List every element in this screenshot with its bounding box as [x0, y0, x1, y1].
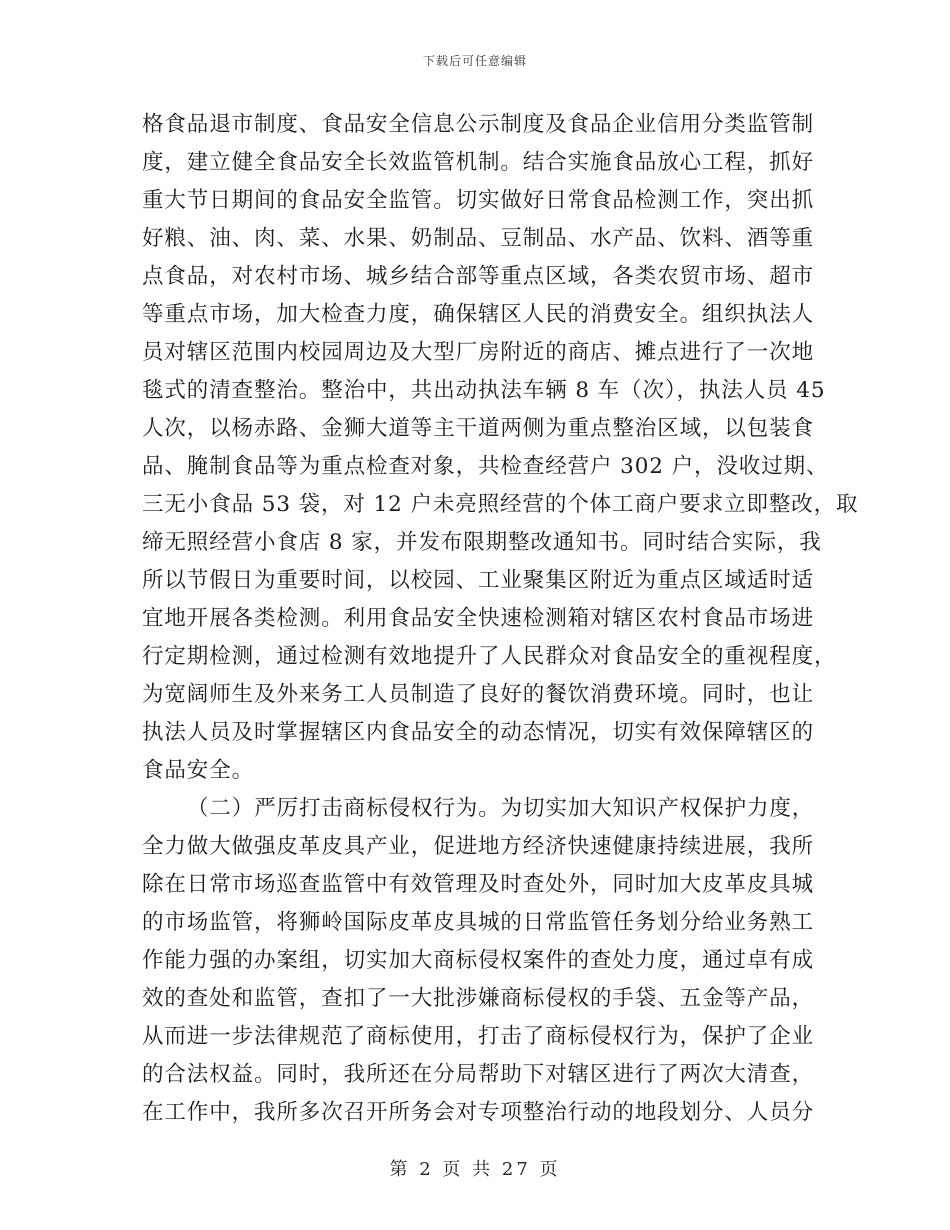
paragraph-2: [142, 790, 815, 1132]
text-line: 格食品退市制度、食品安全信息公示制度及食品企业信用分类监管制: [142, 112, 815, 137]
text-line: 宜地开展各类检测。利用食品安全快速检测箱对辖区农村食品市场进: [142, 606, 815, 631]
text-line: 员对辖区范围内校园周边及大型厂房附近的商店、摊点进行了一次地: [142, 340, 815, 365]
text-line: 在工作中，我所多次召开所务会对专项整治行动的地段划分、人员分: [142, 1100, 815, 1125]
text-line: 好粮、油、肉、菜、水果、奶制品、豆制品、水产品、饮料、酒等重: [142, 226, 815, 251]
footer-prefix: 第: [389, 1159, 411, 1180]
footer-middle: 页 共: [442, 1159, 494, 1180]
text-line: 的合法权益。同时，我所还在分局帮助下对辖区进行了两次大清查，: [142, 1062, 815, 1087]
text-line: 重大节日期间的食品安全监管。切实做好日常食品检测工作，突出抓: [142, 188, 815, 213]
text-line: 人次，以杨赤路、金狮大道等主干道两侧为重点整治区域，以包装食: [142, 416, 815, 441]
page-footer: [0, 1155, 950, 1181]
text-line: 三无小食品 53 袋，对 12 户未亮照经营的个体工商户要求立即整改，取: [142, 492, 859, 517]
header-note: 下载后可任意编辑: [422, 54, 527, 68]
text-line: 所以节假日为重要时间，以校园、工业聚集区附近为重点区域适时适: [142, 568, 815, 593]
current-page-number: 2: [419, 1159, 434, 1180]
text-line: 效的查处和监管，查扣了一大批涉嫌商标侵权的手袋、五金等产品，: [142, 986, 815, 1011]
text-line: 行定期检测，通过检测有效地提升了人民群众对食品安全的重视程度，: [142, 644, 837, 669]
total-pages-number: 27: [501, 1159, 531, 1180]
text-line: 全力做大做强皮革皮具产业，促进地方经济快速健康持续进展，我所: [142, 834, 815, 859]
text-line: 除在日常市场巡查监管中有效管理及时查处外，同时加大皮革皮具城: [142, 872, 815, 897]
text-line: （二）严厉打击商标侵权行为。为切实加大知识产权保护力度，: [187, 796, 815, 821]
text-line: 缔无照经营小食店 8 家，并发布限期整改通知书。同时结合实际，我: [142, 530, 822, 555]
text-line: 从而进一步法律规范了商标使用，打击了商标侵权行为，保护了企业: [142, 1024, 815, 1049]
text-line: 毯式的清查整治。整治中，共出动执法车辆 8 车（次），执法人员 45: [142, 378, 826, 403]
text-line: 等重点市场，加大检查力度，确保辖区人民的消费安全。组织执法人: [142, 302, 815, 327]
text-line: 品、腌制食品等为重点检查对象，共检查经营户 302 户，没收过期、: [142, 454, 829, 479]
text-line: 点食品，对农村市场、城乡结合部等重点区域，各类农贸市场、超市: [142, 264, 815, 289]
footer-suffix: 页: [539, 1159, 561, 1180]
text-line: 度，建立健全食品安全长效监管机制。结合实施食品放心工程，抓好: [142, 150, 815, 175]
text-line: 的市场监管，将狮岭国际皮革皮具城的日常监管任务划分给业务熟工: [142, 910, 815, 935]
text-line: 食品安全。: [142, 758, 255, 783]
text-line: 为宽阔师生及外来务工人员制造了良好的餐饮消费环境。同时，也让: [142, 682, 815, 707]
text-line: 作能力强的办案组，切实加大商标侵权案件的查处力度，通过卓有成: [142, 948, 815, 973]
document-body: [142, 106, 859, 1132]
text-line: 执法人员及时掌握辖区内食品安全的动态情况，切实有效保障辖区的: [142, 720, 815, 745]
paragraph-1: [142, 106, 859, 790]
